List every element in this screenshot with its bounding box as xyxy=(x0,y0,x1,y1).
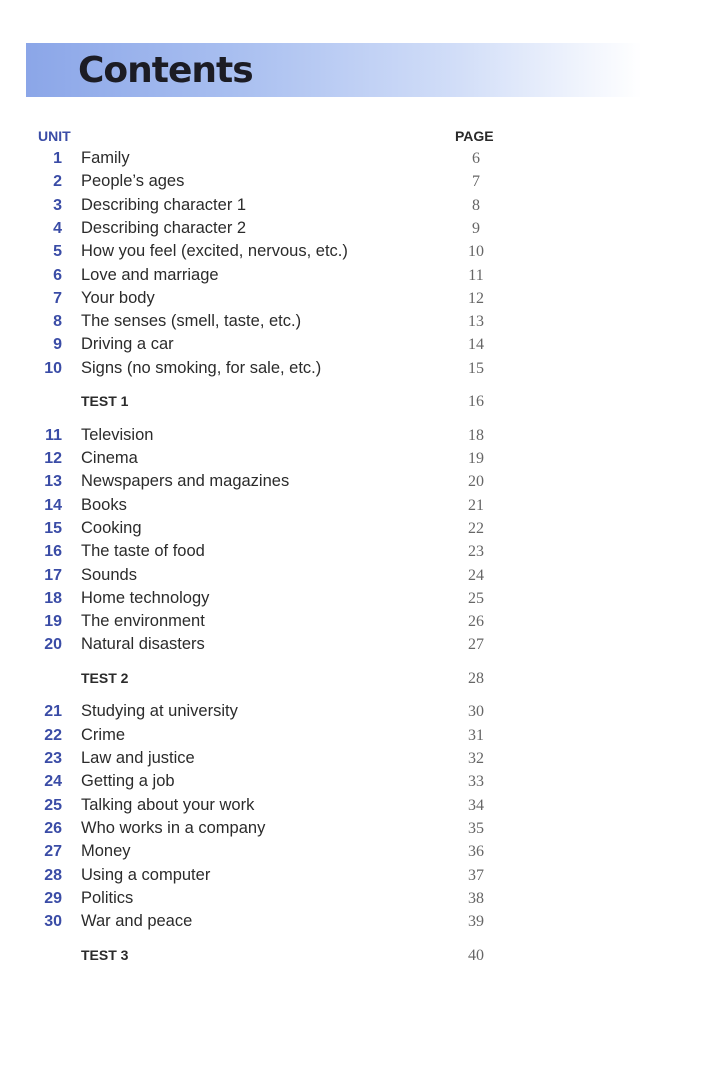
unit-number: 29 xyxy=(44,889,62,907)
unit-title: The environment xyxy=(81,612,205,631)
page-number: 33 xyxy=(468,773,484,791)
test-title: TEST 1 xyxy=(81,393,129,410)
unit-title: Television xyxy=(81,425,154,444)
unit-number: 20 xyxy=(44,636,62,654)
toc-entry[interactable] xyxy=(0,840,726,863)
toc-entry[interactable] xyxy=(0,817,726,840)
unit-number: 28 xyxy=(44,866,62,884)
toc-entry[interactable] xyxy=(0,794,726,817)
unit-number: 14 xyxy=(44,496,62,514)
toc-entry[interactable] xyxy=(0,264,726,287)
unit-title: War and peace xyxy=(81,912,193,931)
unit-number: 19 xyxy=(44,613,62,631)
unit-title: Newspapers and magazines xyxy=(81,472,290,491)
page-number: 9 xyxy=(472,219,480,237)
toc-entry[interactable] xyxy=(0,217,726,240)
unit-title: Signs (no smoking, for sale, etc.) xyxy=(81,358,322,377)
toc-entry[interactable] xyxy=(0,610,726,633)
page-number: 12 xyxy=(468,289,484,307)
toc-entry[interactable] xyxy=(0,287,726,310)
unit-title: Crime xyxy=(81,725,125,744)
unit-number: 25 xyxy=(44,796,62,814)
page-number: 34 xyxy=(468,796,484,814)
test-title: TEST 2 xyxy=(81,669,129,686)
unit-title: Describing character 1 xyxy=(81,195,247,214)
unit-number: 15 xyxy=(44,519,62,537)
page-number: 25 xyxy=(468,589,484,607)
unit-number: 2 xyxy=(53,173,62,191)
page-number: 14 xyxy=(468,336,484,354)
page-number: 30 xyxy=(468,703,484,721)
unit-number: 9 xyxy=(53,336,62,354)
unit-number: 12 xyxy=(44,450,62,467)
toc-entry[interactable] xyxy=(0,494,726,517)
toc-entry[interactable] xyxy=(0,424,726,447)
page-number: 24 xyxy=(468,566,484,584)
unit-number: 7 xyxy=(53,289,62,307)
page-title: Contents xyxy=(78,50,253,91)
unit-number: 30 xyxy=(44,913,62,931)
page-number: 31 xyxy=(468,726,484,744)
unit-title: Books xyxy=(81,495,127,514)
unit-title: Family xyxy=(81,149,130,167)
page-number: 26 xyxy=(468,613,484,631)
toc-test-entry[interactable] xyxy=(0,667,726,690)
unit-number: 4 xyxy=(53,219,62,237)
unit-number: 17 xyxy=(44,566,62,584)
unit-title: Sounds xyxy=(81,565,137,584)
unit-number: 5 xyxy=(53,243,62,261)
page-number: 39 xyxy=(468,913,484,931)
page-number: 11 xyxy=(468,266,484,284)
unit-number: 1 xyxy=(53,150,62,167)
toc-entry[interactable] xyxy=(0,240,726,263)
unit-title: Getting a job xyxy=(81,772,175,791)
toc-entry[interactable] xyxy=(0,470,726,493)
unit-title: Using a computer xyxy=(81,865,211,884)
unit-number: 26 xyxy=(44,819,62,837)
unit-title: Home technology xyxy=(81,588,210,607)
unit-number: 24 xyxy=(44,773,62,791)
page-number: 19 xyxy=(468,450,484,467)
toc-entry[interactable] xyxy=(0,540,726,563)
page-number: 27 xyxy=(468,636,484,654)
toc-entry[interactable] xyxy=(0,910,726,933)
page-number: 38 xyxy=(468,889,484,907)
unit-title: Who works in a company xyxy=(81,818,266,837)
page-column-header: PAGE xyxy=(455,128,494,144)
toc-entry[interactable] xyxy=(0,887,726,910)
unit-number: 16 xyxy=(44,543,62,561)
page-number: 35 xyxy=(468,819,484,837)
unit-title: The senses (smell, taste, etc.) xyxy=(81,312,302,331)
unit-number: 8 xyxy=(53,313,62,331)
unit-title: Talking about your work xyxy=(81,795,255,814)
page-number: 22 xyxy=(468,519,484,537)
toc-entry[interactable] xyxy=(0,724,726,747)
test-title: TEST 3 xyxy=(81,946,129,963)
page-number: 10 xyxy=(468,243,484,261)
unit-title: Money xyxy=(81,842,131,861)
unit-title: Natural disasters xyxy=(81,635,205,654)
toc-entry[interactable] xyxy=(0,864,726,887)
unit-title: How you feel (excited, nervous, etc.) xyxy=(81,242,348,261)
toc-entry[interactable] xyxy=(0,447,726,470)
toc-entry[interactable] xyxy=(0,170,726,193)
toc-entry[interactable] xyxy=(0,333,726,356)
unit-number: 22 xyxy=(44,726,62,744)
page-number: 8 xyxy=(472,196,480,214)
unit-title: Describing character 2 xyxy=(81,218,247,237)
toc-test-entry[interactable] xyxy=(0,390,726,413)
toc-entry[interactable] xyxy=(0,147,726,170)
toc-entry[interactable] xyxy=(0,310,726,333)
page-number: 15 xyxy=(468,359,484,377)
toc-entry[interactable] xyxy=(0,700,726,723)
toc-entry[interactable] xyxy=(0,564,726,587)
toc-test-entry[interactable] xyxy=(0,944,726,967)
unit-number: 6 xyxy=(53,266,62,284)
unit-number: 3 xyxy=(53,196,62,214)
page-number: 16 xyxy=(468,393,484,411)
unit-title: Politics xyxy=(81,888,134,907)
page-number: 13 xyxy=(468,313,484,331)
page-number: 37 xyxy=(468,866,484,884)
unit-title: Cinema xyxy=(81,449,138,467)
unit-number: 27 xyxy=(44,843,62,861)
unit-title: Love and marriage xyxy=(81,265,219,284)
toc-entry[interactable] xyxy=(0,357,726,380)
unit-number: 23 xyxy=(44,750,62,767)
unit-number: 21 xyxy=(44,703,62,721)
unit-title: Your body xyxy=(81,288,155,307)
page-number: 6 xyxy=(472,150,480,167)
unit-number: 13 xyxy=(44,473,62,491)
unit-title: Cooking xyxy=(81,518,142,537)
page-number: 40 xyxy=(468,946,484,964)
unit-title: The taste of food xyxy=(81,542,205,561)
unit-title: People’s ages xyxy=(81,172,185,191)
unit-title: Studying at university xyxy=(81,702,238,721)
toc-entry[interactable] xyxy=(0,587,726,610)
unit-title: Driving a car xyxy=(81,335,174,354)
unit-number: 11 xyxy=(45,426,62,444)
unit-title: Law and justice xyxy=(81,749,195,767)
page-number: 18 xyxy=(468,426,484,444)
toc-entry[interactable] xyxy=(0,517,726,540)
page-number: 20 xyxy=(468,473,484,491)
page-number: 7 xyxy=(472,173,480,191)
toc-entry[interactable] xyxy=(0,633,726,656)
unit-column-header: UNIT xyxy=(38,128,71,144)
page-number: 28 xyxy=(468,669,484,687)
page-number: 36 xyxy=(468,843,484,861)
toc-entry[interactable] xyxy=(0,770,726,793)
unit-number: 10 xyxy=(44,359,62,377)
unit-number: 18 xyxy=(44,589,62,607)
page-number: 23 xyxy=(468,543,484,561)
toc-entry[interactable] xyxy=(0,747,726,770)
page-number: 21 xyxy=(468,496,484,514)
page-number: 32 xyxy=(468,750,484,767)
toc-entry[interactable] xyxy=(0,194,726,217)
